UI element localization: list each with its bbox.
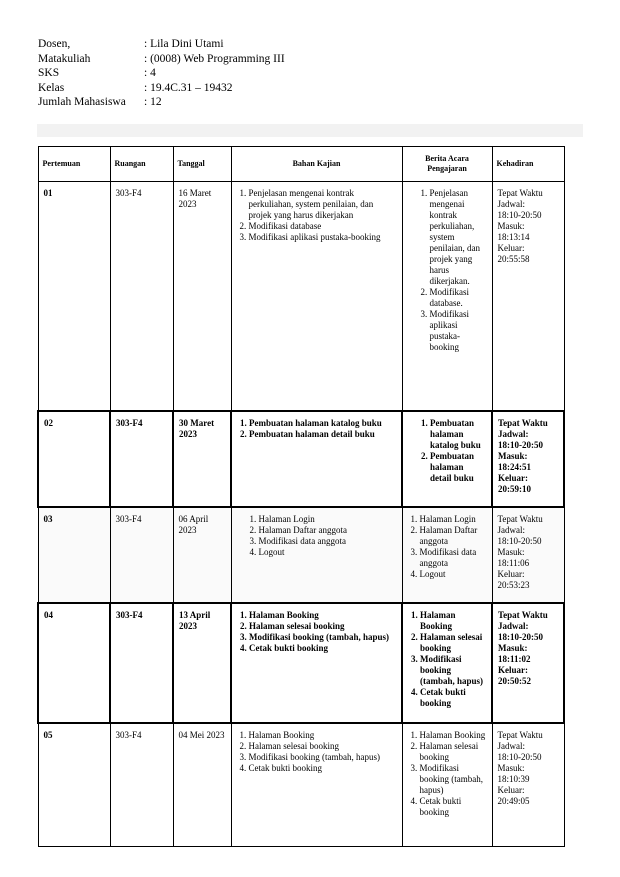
info-value: : (0008) Web Programming III xyxy=(144,52,285,65)
info-value: : 19.4C.31 – 19432 xyxy=(144,81,233,94)
col-header-kehadiran: Kehadiran xyxy=(492,147,564,182)
checkin-value: 18:10:39 xyxy=(497,773,530,784)
status-text: Tepat Waktu xyxy=(498,609,548,620)
info-row-sks xyxy=(38,66,285,81)
col-header-bahan-kajian: Bahan Kajian xyxy=(231,147,402,182)
status-text: Tepat Waktu xyxy=(497,729,543,740)
separator-band xyxy=(37,124,583,137)
list-item: 4. Cetak bukti booking xyxy=(420,687,486,709)
cell-tanggal: 16 Maret 2023 xyxy=(173,182,231,411)
status-text: Tepat Waktu xyxy=(497,513,543,524)
list-item: 1. Halaman Login xyxy=(259,514,397,525)
schedule-value: 18:10-20:50 xyxy=(497,751,542,762)
checkout-value: 20:49:05 xyxy=(497,795,530,806)
checkout-label: Keluar: xyxy=(497,243,525,253)
cell-kehadiran xyxy=(492,507,564,603)
list-item: 3. Modifikasi data anggota xyxy=(259,536,397,547)
info-value: : 12 xyxy=(144,96,162,108)
checkin-value: 18:11:06 xyxy=(497,557,530,568)
cell-pertemuan: 02 xyxy=(38,411,110,507)
course-info xyxy=(38,37,285,110)
list-item: 2. Halaman Daftar anggota xyxy=(259,525,397,536)
cell-ruangan: 303-F4 xyxy=(110,411,173,507)
cell-tanggal: 06 April 2023 xyxy=(173,507,231,603)
checkin-label: Masuk: xyxy=(498,450,528,461)
info-value: : 4 xyxy=(144,67,156,79)
table-row xyxy=(38,411,564,507)
info-label: Dosen, xyxy=(38,38,71,50)
checkin-value: 18:13:14 xyxy=(497,232,530,242)
list-item: 1. Halaman Booking xyxy=(420,610,486,632)
cell-berita-acara xyxy=(402,411,492,507)
status-text: Tepat Waktu xyxy=(498,417,548,428)
schedule-label: Jadwal: xyxy=(498,428,529,439)
cell-bahan-kajian xyxy=(231,603,402,723)
cell-berita-acara xyxy=(402,507,492,603)
list-item: 4. Cetak bukti booking xyxy=(249,643,396,654)
status-text: Tepat Waktu xyxy=(497,188,543,198)
cell-ruangan: 303-F4 xyxy=(110,182,173,411)
schedule-label: Jadwal: xyxy=(498,620,529,631)
schedule-value: 18:10-20:50 xyxy=(498,439,543,450)
list-item: 2. Modifikasi database. xyxy=(430,287,487,309)
list-item: 3. Modifikasi aplikasi pustaka-booking xyxy=(249,232,397,243)
schedule-value: 18:10-20:50 xyxy=(497,210,542,220)
cell-kehadiran xyxy=(492,603,564,723)
table-row xyxy=(38,723,564,847)
schedule-label: Jadwal: xyxy=(497,199,525,209)
list-item: 3. Modifikasi aplikasi pustaka-booking xyxy=(430,309,487,353)
checkin-label: Masuk: xyxy=(498,642,528,653)
cell-ruangan: 303-F4 xyxy=(110,603,173,723)
cell-bahan-kajian xyxy=(231,507,402,603)
schedule-label: Jadwal: xyxy=(497,740,525,751)
list-item: 2. Halaman selesai booking xyxy=(420,741,487,763)
list-item: 1. Penjelasan mengenai kontrak perkuliahan, system penilaian, dan projek yang harus dikerjakan xyxy=(249,188,397,221)
schedule-label: Jadwal: xyxy=(497,524,525,535)
info-row-matakuliah xyxy=(38,52,285,67)
cell-pertemuan: 03 xyxy=(38,507,110,603)
list-item: 1. Pembuatan halaman katalog buku xyxy=(249,418,396,429)
checkout-label: Keluar: xyxy=(497,568,525,579)
cell-tanggal: 13 April 2023 xyxy=(173,603,231,723)
checkout-value: 20:50:52 xyxy=(498,675,531,686)
info-row-kelas xyxy=(38,81,285,96)
list-item: 2. Pembuatan halaman detail buku xyxy=(430,451,486,484)
checkout-value: 20:55:58 xyxy=(497,254,530,264)
cell-berita-acara xyxy=(402,182,492,411)
info-label: Matakuliah xyxy=(38,52,91,65)
col-header-tanggal: Tanggal xyxy=(173,147,231,182)
list-item: 4. Logout xyxy=(420,569,487,580)
info-row-dosen xyxy=(38,37,285,52)
cell-pertemuan: 04 xyxy=(38,603,110,723)
cell-tanggal: 30 Maret 2023 xyxy=(173,411,231,507)
list-item: 2. Halaman selesai booking xyxy=(249,741,397,752)
cell-pertemuan: 05 xyxy=(38,723,110,847)
col-header-berita-acara: Berita Acara Pengajaran xyxy=(402,147,492,182)
cell-kehadiran xyxy=(492,182,564,411)
col-header-ruangan: Ruangan xyxy=(110,147,173,182)
checkout-label: Keluar: xyxy=(498,472,528,483)
list-item: 3. Modifikasi booking (tambah, hapus) xyxy=(249,752,397,763)
col-header-pertemuan: Pertemuan xyxy=(38,147,110,182)
info-value: : Lila Dini Utami xyxy=(144,38,224,50)
schedule-value: 18:10-20:50 xyxy=(497,535,542,546)
checkin-value: 18:24:51 xyxy=(498,461,531,472)
cell-ruangan: 303-F4 xyxy=(110,723,173,847)
checkin-label: Masuk: xyxy=(497,546,525,557)
list-item: 3. Modifikasi booking (tambah, hapus) xyxy=(420,654,486,687)
list-item: 4. Logout xyxy=(259,547,397,558)
checkout-label: Keluar: xyxy=(497,784,525,795)
list-item: 3. Modifikasi booking (tambah, hapus) xyxy=(249,632,396,643)
info-label: Jumlah Mahasiswa xyxy=(38,96,126,108)
table-header-row xyxy=(38,147,564,182)
list-item: 2. Halaman selesai booking xyxy=(249,621,396,632)
list-item: 1. Halaman Booking xyxy=(249,730,397,741)
checkout-value: 20:53:23 xyxy=(497,579,530,590)
cell-kehadiran xyxy=(492,723,564,847)
checkin-label: Masuk: xyxy=(497,762,525,773)
list-item: 1. Pembuatan halaman katalog buku xyxy=(430,418,486,451)
cell-tanggal: 04 Mei 2023 xyxy=(173,723,231,847)
list-item: 3. Modifikasi data anggota xyxy=(420,547,487,569)
info-label: Kelas xyxy=(38,81,65,94)
checkin-label: Masuk: xyxy=(497,221,525,231)
checkout-label: Keluar: xyxy=(498,664,528,675)
list-item: 4. Cetak bukti booking xyxy=(249,763,397,774)
checkout-value: 20:59:10 xyxy=(498,483,531,494)
table-row xyxy=(38,507,564,603)
cell-bahan-kajian xyxy=(231,182,402,411)
list-item: 1. Halaman Booking xyxy=(249,610,396,621)
table-row xyxy=(38,603,564,723)
list-item: 3. Modifikasi booking (tambah, hapus) xyxy=(420,763,487,796)
info-row-jumlah-mahasiswa xyxy=(38,95,285,110)
list-item: 2. Halaman selesai booking xyxy=(420,632,486,654)
cell-pertemuan: 01 xyxy=(38,182,110,411)
list-item: 1. Penjelasan mengenai kontrak perkuliahan, system penilaian, dan projek yang harus dikerjakan. xyxy=(430,188,487,287)
cell-kehadiran xyxy=(492,411,564,507)
cell-bahan-kajian xyxy=(231,411,402,507)
schedule-value: 18:10-20:50 xyxy=(498,631,543,642)
cell-ruangan: 303-F4 xyxy=(110,507,173,603)
list-item: 1. Halaman Booking xyxy=(420,730,487,741)
table-row xyxy=(38,182,564,411)
list-item: 4. Cetak bukti booking xyxy=(420,796,487,818)
cell-berita-acara xyxy=(402,603,492,723)
cell-bahan-kajian xyxy=(231,723,402,847)
checkin-value: 18:11:02 xyxy=(498,653,531,664)
cell-berita-acara xyxy=(402,723,492,847)
meeting-table xyxy=(37,146,565,847)
list-item: 2. Pembuatan halaman detail buku xyxy=(249,429,396,440)
info-label: SKS xyxy=(38,67,60,79)
list-item: 2. Modifikasi database xyxy=(249,221,397,232)
list-item: 2. Halaman Daftar anggota xyxy=(420,525,487,547)
list-item: 1. Halaman Login xyxy=(420,514,487,525)
